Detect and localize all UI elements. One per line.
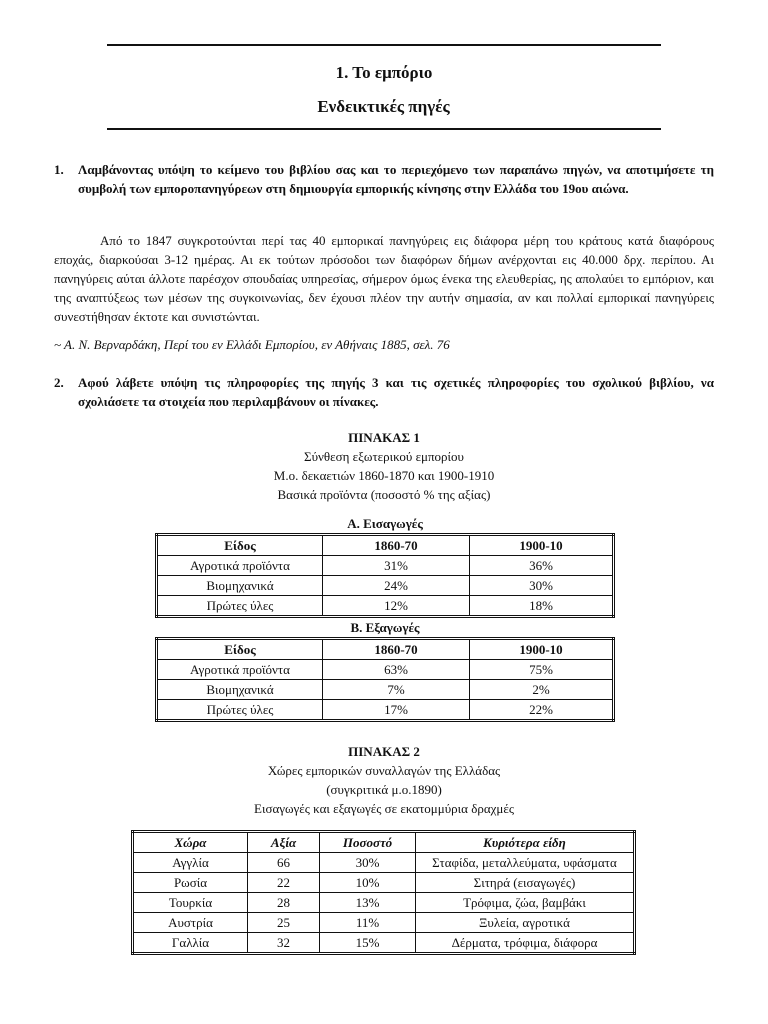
table-cell: 12% bbox=[323, 596, 470, 617]
column-header: Κυριότερα είδη bbox=[416, 832, 635, 853]
table-cell: Αγροτικά προϊόντα bbox=[157, 660, 323, 680]
column-header: Ποσοστό bbox=[320, 832, 416, 853]
table2-heading bbox=[107, 742, 661, 818]
table-row bbox=[157, 556, 614, 576]
question-1-text: Λαμβάνοντας υπόψη το κείμενο του βιβλίου σας και το περιεχόμενο των παραπάνω πηγών, να αποτιμήσετε τη συμβολή των εμποροπανηγύρεων στη δημιουργία εμπορικής κίνησης στην Ελλάδα του 19ου αιώνα. bbox=[78, 162, 714, 196]
table-cell: 32 bbox=[248, 933, 320, 954]
imports-caption: Α. Εισαγωγές bbox=[347, 516, 423, 531]
table2-line1: Χώρες εμπορικών συναλλαγών της Ελλάδας bbox=[267, 763, 501, 778]
table-cell: 28 bbox=[248, 893, 320, 913]
table-cell: Πρώτες ύλες bbox=[157, 596, 323, 617]
table1-heading bbox=[107, 428, 661, 504]
question-2-number: 2. bbox=[54, 375, 64, 390]
table2-line3: Εισαγωγές και εξαγωγές σε εκατομμύρια δραχμές bbox=[254, 801, 514, 816]
column-header: 1900-10 bbox=[470, 535, 614, 556]
table-cell: 2% bbox=[470, 680, 614, 700]
bottom-rule bbox=[107, 128, 661, 130]
table-cell: Σταφίδα, μεταλλεύματα, υφάσματα bbox=[416, 853, 635, 873]
table-cell: Δέρματα, τρόφιμα, διάφορα bbox=[416, 933, 635, 954]
table-cell: 30% bbox=[320, 853, 416, 873]
table-cell: 10% bbox=[320, 873, 416, 893]
table-cell: 13% bbox=[320, 893, 416, 913]
table1-line1: Σύνθεση εξωτερικού εμπορίου bbox=[304, 449, 464, 464]
table-header-row bbox=[157, 535, 614, 556]
column-header: 1900-10 bbox=[470, 639, 614, 660]
table-header-row bbox=[133, 832, 635, 853]
table-cell: 22 bbox=[248, 873, 320, 893]
table-cell: 36% bbox=[470, 556, 614, 576]
table-cell: Ρωσία bbox=[133, 873, 248, 893]
table-cell: Ξυλεία, αγροτικά bbox=[416, 913, 635, 933]
table-cell: Σιτηρά (εισαγωγές) bbox=[416, 873, 635, 893]
table-header-row bbox=[157, 639, 614, 660]
table-cell: Γαλλία bbox=[133, 933, 248, 954]
table-row bbox=[157, 660, 614, 680]
table-cell: Βιομηχανικά bbox=[157, 680, 323, 700]
table-row bbox=[133, 933, 635, 954]
exports-table bbox=[155, 637, 615, 722]
table-cell: Βιομηχανικά bbox=[157, 576, 323, 596]
source-citation: ~ Α. Ν. Βερναρδάκη, Περί του εν Ελλάδι Εμπορίου, εν Αθήναις 1885, σελ. 76 bbox=[54, 337, 450, 352]
table-row bbox=[133, 853, 635, 873]
trade-partners-table bbox=[131, 830, 636, 955]
page-title: 1. Το εμπόριο bbox=[335, 63, 433, 82]
table2-line2: (συγκριτικά μ.ο.1890) bbox=[326, 782, 442, 797]
table-cell: 7% bbox=[323, 680, 470, 700]
table-row bbox=[157, 596, 614, 617]
table-cell: 22% bbox=[470, 700, 614, 721]
table1-title: ΠΙΝΑΚΑΣ 1 bbox=[348, 430, 420, 445]
table-cell: 75% bbox=[470, 660, 614, 680]
table-cell: 25 bbox=[248, 913, 320, 933]
column-header: Αξία bbox=[248, 832, 320, 853]
top-rule bbox=[107, 44, 661, 46]
table1-line2: Μ.ο. δεκαετιών 1860-1870 και 1900-1910 bbox=[273, 468, 495, 483]
table-cell: Αγγλία bbox=[133, 853, 248, 873]
table-cell: 11% bbox=[320, 913, 416, 933]
table-row bbox=[133, 893, 635, 913]
question-2 bbox=[54, 373, 714, 411]
column-header: Είδος bbox=[157, 535, 323, 556]
table-row bbox=[133, 913, 635, 933]
table1-line3: Βασικά προϊόντα (ποσοστό % της αξίας) bbox=[277, 487, 491, 502]
table-cell: Πρώτες ύλες bbox=[157, 700, 323, 721]
table-cell: Αγροτικά προϊόντα bbox=[157, 556, 323, 576]
table-row bbox=[157, 700, 614, 721]
column-header: 1860-70 bbox=[323, 639, 470, 660]
table-cell: 30% bbox=[470, 576, 614, 596]
table-cell: 31% bbox=[323, 556, 470, 576]
column-header: Είδος bbox=[157, 639, 323, 660]
table-cell: 17% bbox=[323, 700, 470, 721]
question-2-text: Αφού λάβετε υπόψη τις πληροφορίες της πηγής 3 και τις σχετικές πληροφορίες του σχολικού βιβλίου, να σχολιάσετε τα στοιχεία που περιλαμβάνουν οι πίνακες. bbox=[78, 375, 714, 409]
table-cell: Τουρκία bbox=[133, 893, 248, 913]
page-subtitle: Ενδεικτικές πηγές bbox=[317, 97, 450, 116]
table-cell: 66 bbox=[248, 853, 320, 873]
table-cell: 24% bbox=[323, 576, 470, 596]
table-row bbox=[157, 576, 614, 596]
column-header: Χώρα bbox=[133, 832, 248, 853]
exports-caption: Β. Εξαγωγές bbox=[350, 620, 420, 635]
table2-title: ΠΙΝΑΚΑΣ 2 bbox=[348, 744, 420, 759]
question-1-number: 1. bbox=[54, 162, 64, 177]
table-cell: Τρόφιμα, ζώα, βαμβάκι bbox=[416, 893, 635, 913]
table-cell: 63% bbox=[323, 660, 470, 680]
table-cell: 15% bbox=[320, 933, 416, 954]
question-1 bbox=[54, 160, 714, 198]
table-cell: 18% bbox=[470, 596, 614, 617]
imports-table bbox=[155, 533, 615, 618]
table-row bbox=[133, 873, 635, 893]
source-passage: Από το 1847 συγκροτούνται περί τας 40 εμπορικαί πανηγύρεις εις διάφορα μέρη του κράτους κατά διαφόρους εποχάς, διαρκούσαι 3-12 ημέρας. Αι εκ τούτων πρόσοδοι των διαφόρων δήμων ανέρχονται εις 40.000 δρχ. περίπου. Αι πανηγύρεις αύται άλλοτε παρέσχον σπουδαίας υπηρεσίας, σήμερον όμως ένεκα της ελευθερίας, ης απολαύει το εμπόριον, και της αναπτύξεως των μέσων της συγκοινωνίας, δεν έχουσι πλέον την αυτήν σημασία, αν και πολλαί εμπορικαί πανηγύρεις συνεστήθησαν έκτοτε και συνιστώνται. bbox=[54, 233, 714, 324]
table-cell: Αυστρία bbox=[133, 913, 248, 933]
column-header: 1860-70 bbox=[323, 535, 470, 556]
table-row bbox=[157, 680, 614, 700]
